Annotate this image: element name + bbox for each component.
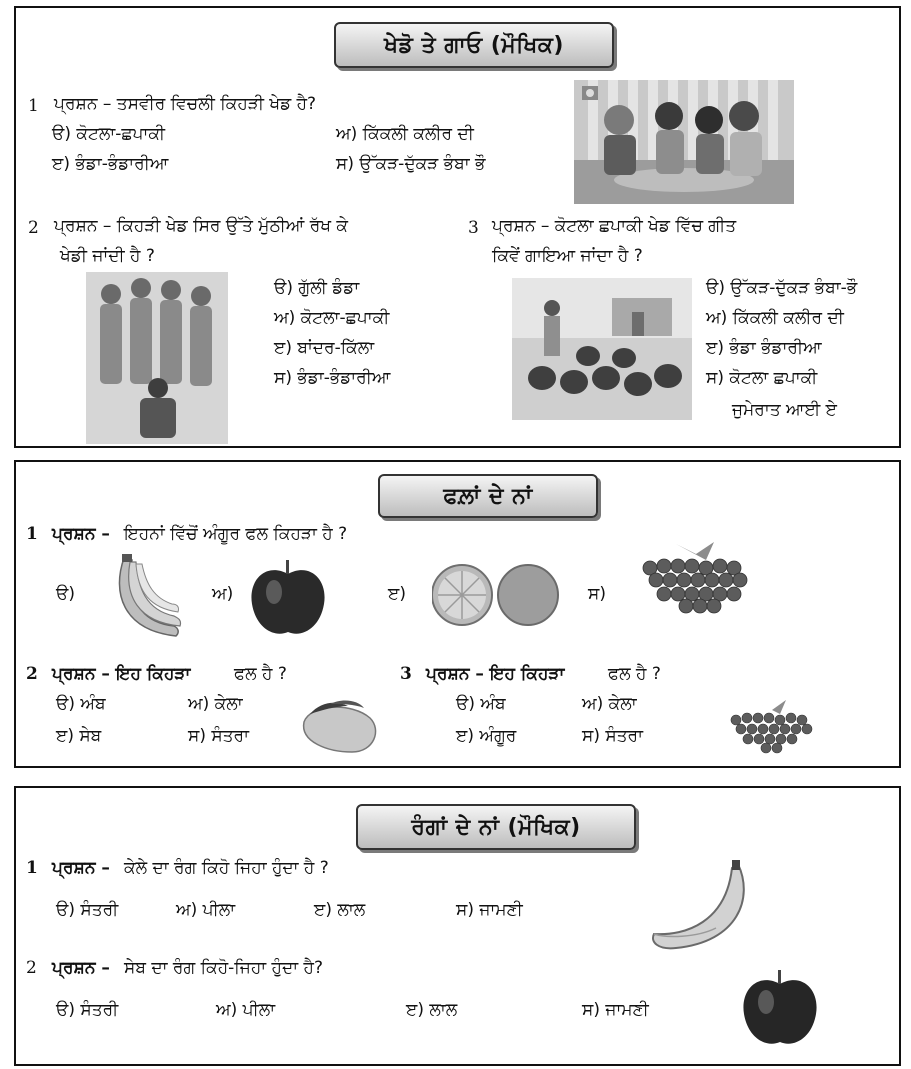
games-q3-line1: ਪ੍ਰਸ਼ਨ – ਕੋਟਲਾ ਛਪਾਕੀ ਖੇਡ ਵਿੱਚ ਗੀਤ (492, 216, 737, 236)
fruits-q1-option-c: ੲ) (388, 584, 406, 604)
colors-q1-number: 1 (26, 858, 38, 878)
games-q1-option-d: ਸ) ਉੱਕੜ-ਦੁੱਕੜ ਭੰਬਾ ਭੌ (336, 154, 486, 174)
games-q2-option-b: ਅ) ਕੋਟਲਾ-ਛਪਾਕੀ (274, 308, 390, 328)
games-q3-option-d: ਸ) ਕੋਟਲਾ ਛਪਾਕੀ (706, 368, 818, 388)
games-q2-option-c: ੲ) ਬਾਂਦਰ-ਕਿੱਲਾ (274, 338, 375, 358)
games-panel (14, 6, 901, 448)
games-q2-line1: ਪ੍ਰਸ਼ਨ – ਕਿਹੜੀ ਖੇਡ ਸਿਰ ਉੱਤੇ ਮੁੱਠੀਆਂ ਰੱਖ ਕੇ (54, 216, 349, 236)
fruits-q2-option-b: ਅ) ਕੇਲਾ (188, 694, 243, 714)
fruits-q3-label: ਪ੍ਰਸ਼ਨ – ਇਹ ਕਿਹੜਾ (426, 664, 565, 684)
fruits-q2-option-c: ੲ) ਸੇਬ (56, 726, 102, 746)
fruits-q1-number: 1 (26, 524, 38, 544)
games-q3-option-a: ੳ) ਉੱਕੜ-ਦੁੱਕੜ ਭੰਬਾ-ਭੌ (706, 278, 858, 298)
banana-color-image (646, 858, 758, 954)
games-q1-option-c: ੲ) ਭੰਡਾ-ਭੰਡਾਰੀਆ (52, 154, 169, 174)
games-q2-option-d: ਸ) ਭੰਡਾ-ਭੰਡਾਰੀਆ (274, 368, 391, 388)
fruits-q2-text: ਫਲ ਹੈ ? (234, 664, 287, 684)
colors-q1-option-c: ੲ) ਲਾਲ (314, 900, 366, 920)
games-q3-option-b: ਅ) ਕਿੱਕਲੀ ਕਲੀਰ ਦੀ (706, 308, 844, 328)
fruits-q2-label: ਪ੍ਰਸ਼ਨ – ਇਹ ਕਿਹੜਾ (52, 664, 191, 684)
games-q1-option-b: ਅ) ਕਿੱਕਲੀ ਕਲੀਰ ਦੀ (336, 124, 474, 144)
fruits-q2-option-a: ੳ) ਅੰਬ (56, 694, 106, 714)
colors-q1-option-b: ਅ) ਪੀਲਾ (176, 900, 236, 920)
fruits-q3-option-b: ਅ) ਕੇਲਾ (582, 694, 637, 714)
colors-q2-option-d: ਸ) ਜਾਮਣੀ (582, 1000, 649, 1020)
games-q1-option-a: ੳ) ਕੋਟਲਾ-ਛਪਾਕੀ (52, 124, 166, 144)
colors-q2-text: ਸੇਬ ਦਾ ਰੰਗ ਕਿਹੋ-ਜਿਹਾ ਹੁੰਦਾ ਹੈ? (124, 958, 323, 978)
colors-q1-label: ਪ੍ਰਸ਼ਨ – (52, 858, 110, 878)
fruits-title: ਫਲ਼ਾਂ ਦੇ ਨਾਂ (378, 474, 598, 518)
banana-image (104, 552, 184, 642)
colors-q2-option-b: ਅ) ਪੀਲਾ (216, 1000, 276, 1020)
colors-q2-number: 2 (26, 958, 37, 978)
apple-image (246, 556, 330, 640)
children-playing-image (574, 80, 794, 204)
colors-q1-option-a: ੳ) ਸੰਤਰੀ (56, 900, 119, 920)
grapes-image (636, 538, 756, 618)
games-q2-number: 2 (28, 218, 39, 238)
games-q3-option-c: ੲ) ਭੰਡਾ ਭੰਡਾਰੀਆ (706, 338, 822, 358)
games-title: ਖੇਡੋ ਤੇ ਗਾਓ (ਮੌਖਿਕ) (334, 22, 614, 68)
games-q2-line2: ਖੇਡੀ ਜਾਂਦੀ ਹੈ ? (60, 246, 155, 266)
fruits-q3-text: ਫਲ ਹੈ ? (608, 664, 661, 684)
games-q3-option-d-continued: ਜੁਮੇਰਾਤ ਆਈ ਏ (732, 400, 837, 420)
games-q3-line2: ਕਿਵੇਂ ਗਾਇਆ ਜਾਂਦਾ ਹੈ ? (492, 246, 643, 266)
colors-q1-text: ਕੇਲੇ ਦਾ ਰੰਗ ਕਿਹੋ ਜਿਹਾ ਹੁੰਦਾ ਹੈ ? (124, 858, 329, 878)
bandar-killa-image (86, 272, 228, 444)
fruits-q3-option-c: ੲ) ਅੰਗੂਰ (456, 726, 517, 746)
colors-q2-option-c: ੲ) ਲਾਲ (406, 1000, 458, 1020)
mango-image (300, 698, 380, 756)
colors-q2-option-a: ੳ) ਸੰਤਰੀ (56, 1000, 119, 1020)
orange-image (432, 560, 560, 630)
fruits-q1-option-b: ਅ) (212, 584, 234, 604)
fruits-q2-number: 2 (26, 664, 38, 684)
fruits-q1-label: ਪ੍ਰਸ਼ਨ – (52, 524, 110, 544)
colors-q1-option-d: ਸ) ਜਾਮਣੀ (456, 900, 523, 920)
fruits-q1-option-d: ਸ) (588, 584, 606, 604)
fruits-q3-option-a: ੳ) ਅੰਬ (456, 694, 506, 714)
fruits-q2-option-d: ਸ) ਸੰਤਰਾ (188, 726, 249, 746)
apple-color-image (738, 968, 822, 1052)
games-q3-number: 3 (468, 218, 479, 238)
kotla-chhapaki-image (512, 278, 692, 420)
games-q2-option-a: ੳ) ਗੁੱਲੀ ਡੰਡਾ (274, 278, 360, 298)
fruits-q1-option-a: ੳ) (56, 584, 75, 604)
fruits-q3-option-d: ਸ) ਸੰਤਰਾ (582, 726, 643, 746)
games-q1-number: 1 (28, 96, 39, 116)
grapes-small-image (726, 698, 818, 754)
fruits-q3-number: 3 (400, 664, 412, 684)
fruits-panel (14, 460, 901, 768)
fruits-q1-text: ਇਹਨਾਂ ਵਿੱਚੋਂ ਅੰਗੂਰ ਫਲ ਕਿਹੜਾ ਹੈ ? (124, 524, 348, 544)
games-q1-text: ਪ੍ਰਸ਼ਨ – ਤਸਵੀਰ ਵਿਚਲੀ ਕਿਹੜੀ ਖੇਡ ਹੈ? (54, 94, 317, 114)
colors-q2-label: ਪ੍ਰਸ਼ਨ – (52, 958, 110, 978)
colors-title: ਰੰਗਾਂ ਦੇ ਨਾਂ (ਮੌਖਿਕ) (356, 804, 636, 850)
colors-panel (14, 786, 901, 1066)
